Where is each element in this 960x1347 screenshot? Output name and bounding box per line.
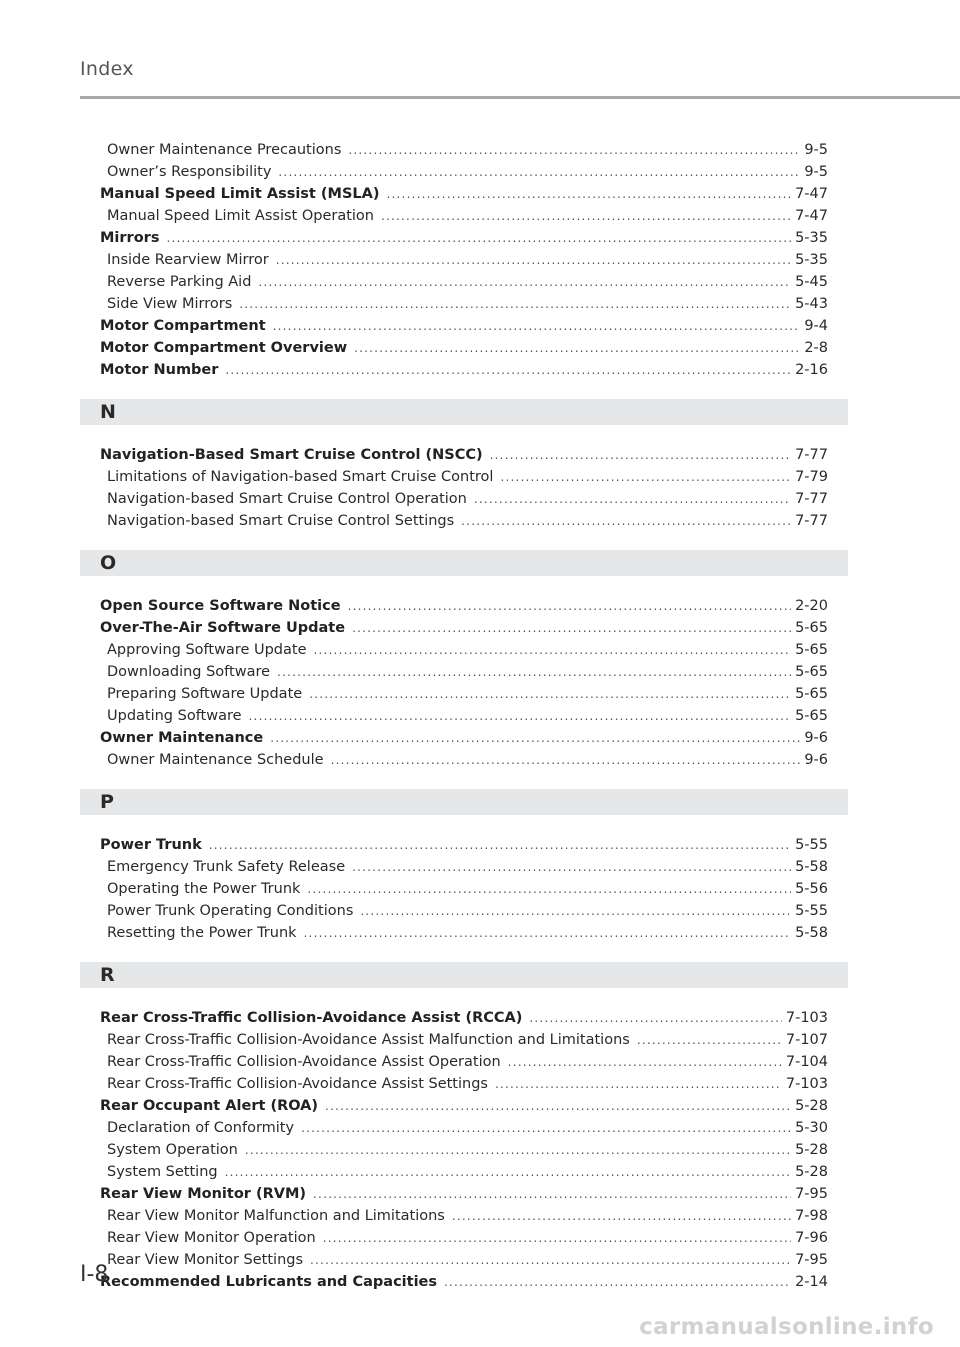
page-number: I-8 (80, 1262, 109, 1287)
dot-leader (277, 661, 791, 683)
dot-leader (258, 271, 791, 293)
entry-page-ref: 5-28 (795, 1142, 828, 1158)
dot-leader (444, 1271, 791, 1293)
entry-label: Inside Rearview Mirror (107, 252, 269, 268)
entry-page-ref: 7-79 (795, 469, 828, 485)
index-subentry[interactable] (100, 139, 828, 161)
entry-page-ref: 5-28 (795, 1098, 828, 1114)
entry-page-ref: 7-98 (795, 1208, 828, 1224)
entry-page-ref: 5-65 (795, 620, 828, 636)
entry-page-ref: 7-103 (785, 1076, 828, 1092)
index-subentry[interactable] (100, 856, 828, 878)
index-entry[interactable] (100, 727, 828, 749)
dot-leader (307, 878, 791, 900)
entry-page-ref: 5-45 (795, 274, 828, 290)
entry-label: Power Trunk (100, 837, 202, 853)
index-subentry[interactable] (100, 661, 828, 683)
page-header-title: Index (80, 58, 134, 80)
dot-leader (239, 293, 791, 315)
dot-leader (301, 1117, 791, 1139)
index-subentry[interactable] (100, 271, 828, 293)
entry-label: Rear Occupant Alert (ROA) (100, 1098, 319, 1114)
entry-label: Declaration of Conformity (107, 1120, 295, 1136)
index-entry[interactable] (100, 1183, 828, 1205)
letter-heading-label: O (100, 552, 117, 574)
entry-label: Rear Cross-Traffic Collision-Avoidance Assist (RCCA) (100, 1010, 523, 1026)
entry-page-ref: 5-65 (795, 708, 828, 724)
entry-label: System Setting (107, 1164, 218, 1180)
entry-page-ref: 9-4 (804, 318, 828, 334)
index-subentry[interactable] (100, 466, 828, 488)
dot-leader (323, 1227, 791, 1249)
index-subentry[interactable] (100, 1051, 828, 1073)
dot-leader (310, 1249, 791, 1271)
index-subentry[interactable] (100, 1029, 828, 1051)
entry-page-ref: 7-95 (795, 1186, 828, 1202)
entry-label: Manual Speed Limit Assist Operation (107, 208, 374, 224)
entry-label: Rear View Monitor (RVM) (100, 1186, 307, 1202)
entry-label: Owner Maintenance Schedule (107, 752, 324, 768)
entry-label: Navigation-Based Smart Cruise Control (NSCC) (100, 447, 483, 463)
index-subentry[interactable] (100, 683, 828, 705)
entry-page-ref: 5-30 (795, 1120, 828, 1136)
entry-label: Side View Mirrors (107, 296, 233, 312)
entry-label: Rear View Monitor Operation (107, 1230, 316, 1246)
dot-leader (529, 1007, 781, 1029)
index-section (100, 139, 828, 381)
index-subentry[interactable] (100, 249, 828, 271)
entry-page-ref: 2-14 (795, 1274, 828, 1290)
index-entry[interactable] (100, 1007, 828, 1029)
index-subentry[interactable] (100, 1139, 828, 1161)
entry-label: Rear View Monitor Settings (107, 1252, 304, 1268)
letter-heading-r (80, 962, 848, 988)
dot-leader (225, 359, 791, 381)
entry-page-ref: 5-35 (795, 230, 828, 246)
index-section (100, 1007, 828, 1293)
entry-label: Recommended Lubricants and Capacities (100, 1274, 438, 1290)
header-divider (80, 96, 960, 99)
entry-label: Rear View Monitor Malfunction and Limitations (107, 1208, 445, 1224)
dot-leader (331, 749, 801, 771)
dot-leader (352, 856, 791, 878)
entry-page-ref: 5-65 (795, 664, 828, 680)
entry-page-ref: 9-6 (804, 752, 828, 768)
index-subentry[interactable] (100, 1117, 828, 1139)
entry-page-ref: 7-107 (785, 1032, 828, 1048)
dot-leader (209, 834, 791, 856)
dot-leader (245, 1139, 791, 1161)
entry-page-ref: 9-5 (804, 142, 828, 158)
entry-page-ref: 7-103 (785, 1010, 828, 1026)
dot-leader (348, 595, 792, 617)
index-subentry[interactable] (100, 510, 828, 532)
index-subentry[interactable] (100, 705, 828, 727)
entry-label: Downloading Software (107, 664, 271, 680)
dot-leader (309, 683, 791, 705)
dot-leader (352, 617, 791, 639)
entry-label: Preparing Software Update (107, 686, 303, 702)
index-subentry[interactable] (100, 922, 828, 944)
dot-leader (452, 1205, 791, 1227)
dot-leader (474, 488, 791, 510)
dot-leader (249, 705, 792, 727)
dot-leader (314, 639, 792, 661)
entry-page-ref: 7-96 (795, 1230, 828, 1246)
index-entry[interactable] (100, 1095, 828, 1117)
index-subentry[interactable] (100, 900, 828, 922)
entry-page-ref: 5-56 (795, 881, 828, 897)
entry-label: Motor Compartment Overview (100, 340, 348, 356)
entry-label: Open Source Software Notice (100, 598, 341, 614)
entry-label: Navigation-based Smart Cruise Control Settings (107, 513, 455, 529)
entry-page-ref: 5-65 (795, 686, 828, 702)
index-section (100, 834, 828, 944)
dot-leader (348, 139, 800, 161)
letter-heading-label: P (100, 791, 114, 813)
entry-page-ref: 5-58 (795, 925, 828, 941)
index-subentry[interactable] (100, 1205, 828, 1227)
dot-leader (500, 466, 791, 488)
dot-leader (508, 1051, 782, 1073)
entry-page-ref: 5-28 (795, 1164, 828, 1180)
index-subentry[interactable] (100, 293, 828, 315)
entry-page-ref: 2-20 (795, 598, 828, 614)
index-entry[interactable] (100, 227, 828, 249)
index-subentry[interactable] (100, 205, 828, 227)
index-section (100, 595, 828, 771)
index-subentry[interactable] (100, 878, 828, 900)
entry-label: Limitations of Navigation-based Smart Cruise Control (107, 469, 494, 485)
entry-label: Navigation-based Smart Cruise Control Operation (107, 491, 467, 507)
entry-label: Resetting the Power Trunk (107, 925, 297, 941)
letter-heading-n (80, 399, 848, 425)
entry-page-ref: 7-104 (785, 1054, 828, 1070)
index-entry[interactable] (100, 834, 828, 856)
entry-label: Owner Maintenance Precautions (107, 142, 342, 158)
dot-leader (304, 922, 792, 944)
index-subentry[interactable] (100, 1073, 828, 1095)
letter-heading-p (80, 789, 848, 815)
index-entry[interactable] (100, 183, 828, 205)
index-section (100, 444, 828, 532)
entry-label: Rear Cross-Traffic Collision-Avoidance Assist Malfunction and Limitations (107, 1032, 630, 1048)
entry-label: Motor Number (100, 362, 219, 378)
dot-leader (360, 900, 791, 922)
entry-page-ref: 5-43 (795, 296, 828, 312)
dot-leader (637, 1029, 782, 1051)
entry-page-ref: 5-35 (795, 252, 828, 268)
entry-page-ref: 7-77 (795, 491, 828, 507)
entry-page-ref: 9-5 (804, 164, 828, 180)
entry-label: Rear Cross-Traffic Collision-Avoidance Assist Settings (107, 1076, 488, 1092)
dot-leader (354, 337, 800, 359)
index-subentry[interactable] (100, 639, 828, 661)
entry-label: Rear Cross-Traffic Collision-Avoidance Assist Operation (107, 1054, 501, 1070)
dot-leader (387, 183, 792, 205)
index-entry[interactable] (100, 617, 828, 639)
dot-leader (381, 205, 791, 227)
index-entry[interactable] (100, 359, 828, 381)
entry-page-ref: 7-77 (795, 447, 828, 463)
entry-label: Reverse Parking Aid (107, 274, 252, 290)
entry-label: Emergency Trunk Safety Release (107, 859, 346, 875)
dot-leader (461, 510, 791, 532)
watermark: carmanualsonline.info (639, 1314, 934, 1340)
entry-page-ref: 9-6 (804, 730, 828, 746)
letter-heading-label: R (100, 964, 115, 986)
dot-leader (490, 444, 791, 466)
entry-page-ref: 7-77 (795, 513, 828, 529)
index-subentry[interactable] (100, 161, 828, 183)
entry-page-ref: 5-65 (795, 642, 828, 658)
entry-page-ref: 7-47 (795, 186, 828, 202)
index-entry[interactable] (100, 315, 828, 337)
entry-page-ref: 2-8 (804, 340, 828, 356)
entry-label: Owner’s Responsibility (107, 164, 272, 180)
entry-label: System Operation (107, 1142, 238, 1158)
entry-page-ref: 5-55 (795, 903, 828, 919)
entry-label: Owner Maintenance (100, 730, 264, 746)
index-entry[interactable] (100, 444, 828, 466)
dot-leader (225, 1161, 791, 1183)
index-subentry[interactable] (100, 488, 828, 510)
entry-label: Updating Software (107, 708, 242, 724)
entry-label: Operating the Power Trunk (107, 881, 301, 897)
entry-label: Approving Software Update (107, 642, 307, 658)
letter-heading-o (80, 550, 848, 576)
index-entry[interactable] (100, 595, 828, 617)
entry-label: Mirrors (100, 230, 160, 246)
index-subentry[interactable] (100, 749, 828, 771)
entry-page-ref: 5-58 (795, 859, 828, 875)
entry-label: Manual Speed Limit Assist (MSLA) (100, 186, 380, 202)
dot-leader (278, 161, 800, 183)
dot-leader (273, 315, 801, 337)
entry-page-ref: 7-47 (795, 208, 828, 224)
index-subentry[interactable] (100, 1161, 828, 1183)
dot-leader (276, 249, 791, 271)
dot-leader (325, 1095, 791, 1117)
entry-label: Power Trunk Operating Conditions (107, 903, 354, 919)
dot-leader (166, 227, 791, 249)
dot-leader (313, 1183, 791, 1205)
entry-label: Over-The-Air Software Update (100, 620, 346, 636)
letter-heading-label: N (100, 401, 116, 423)
index-subentry[interactable] (100, 1249, 828, 1271)
entry-page-ref: 7-95 (795, 1252, 828, 1268)
index-entry[interactable] (100, 1271, 828, 1293)
index-subentry[interactable] (100, 1227, 828, 1249)
entry-page-ref: 5-55 (795, 837, 828, 853)
entry-page-ref: 2-16 (795, 362, 828, 378)
dot-leader (495, 1073, 782, 1095)
index-entry[interactable] (100, 337, 828, 359)
dot-leader (270, 727, 800, 749)
entry-label: Motor Compartment (100, 318, 266, 334)
